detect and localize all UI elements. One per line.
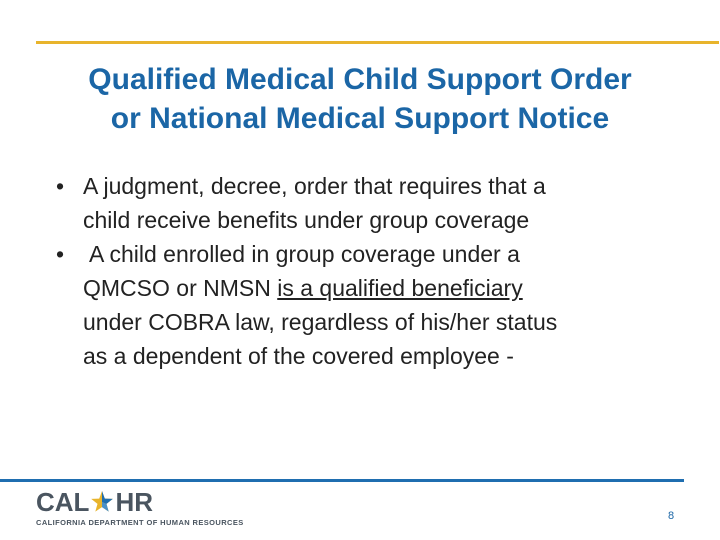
logo-text-cal: CAL xyxy=(36,486,90,517)
star-icon xyxy=(90,490,114,514)
logo-text-hr: HR xyxy=(115,486,153,517)
page-number: 8 xyxy=(668,510,675,522)
bullet-item-1 xyxy=(0,169,720,237)
bullet-marker: • xyxy=(56,173,65,199)
bullet-2-line-1: A child enrolled in group coverage under a xyxy=(89,241,520,267)
logo-subtitle: CALIFORNIA DEPARTMENT OF HUMAN RESOURCES xyxy=(36,518,244,527)
slide-title xyxy=(20,60,700,138)
bullet-marker: • xyxy=(56,241,65,267)
qualified-beneficiary-underlined: is a qualified beneficiary xyxy=(277,275,523,301)
top-accent-rule xyxy=(36,41,719,44)
bullet-2-line-3: under COBRA law, regardless of his/her status xyxy=(83,309,558,335)
calhr-logo xyxy=(36,486,246,529)
bullet-2-line-4: as a dependent of the covered employee - xyxy=(83,343,514,369)
bullet-2-line-2-text: QMCSO or NMSN xyxy=(83,275,278,301)
slide-title-line-2: or National Medical Support Notice xyxy=(110,102,610,135)
bullet-1-line-2: child receive benefits under group coverage xyxy=(83,207,530,233)
logo-wordmark xyxy=(36,486,153,517)
bullet-1-line-1: A judgment, decree, order that requires that a xyxy=(83,173,546,199)
slide-title-line-1: Qualified Medical Child Support Order xyxy=(88,63,632,96)
bullet-2-line-2 xyxy=(0,271,720,305)
bullet-list xyxy=(0,169,720,373)
bullet-item-2 xyxy=(0,237,720,373)
bottom-accent-rule xyxy=(0,479,684,482)
